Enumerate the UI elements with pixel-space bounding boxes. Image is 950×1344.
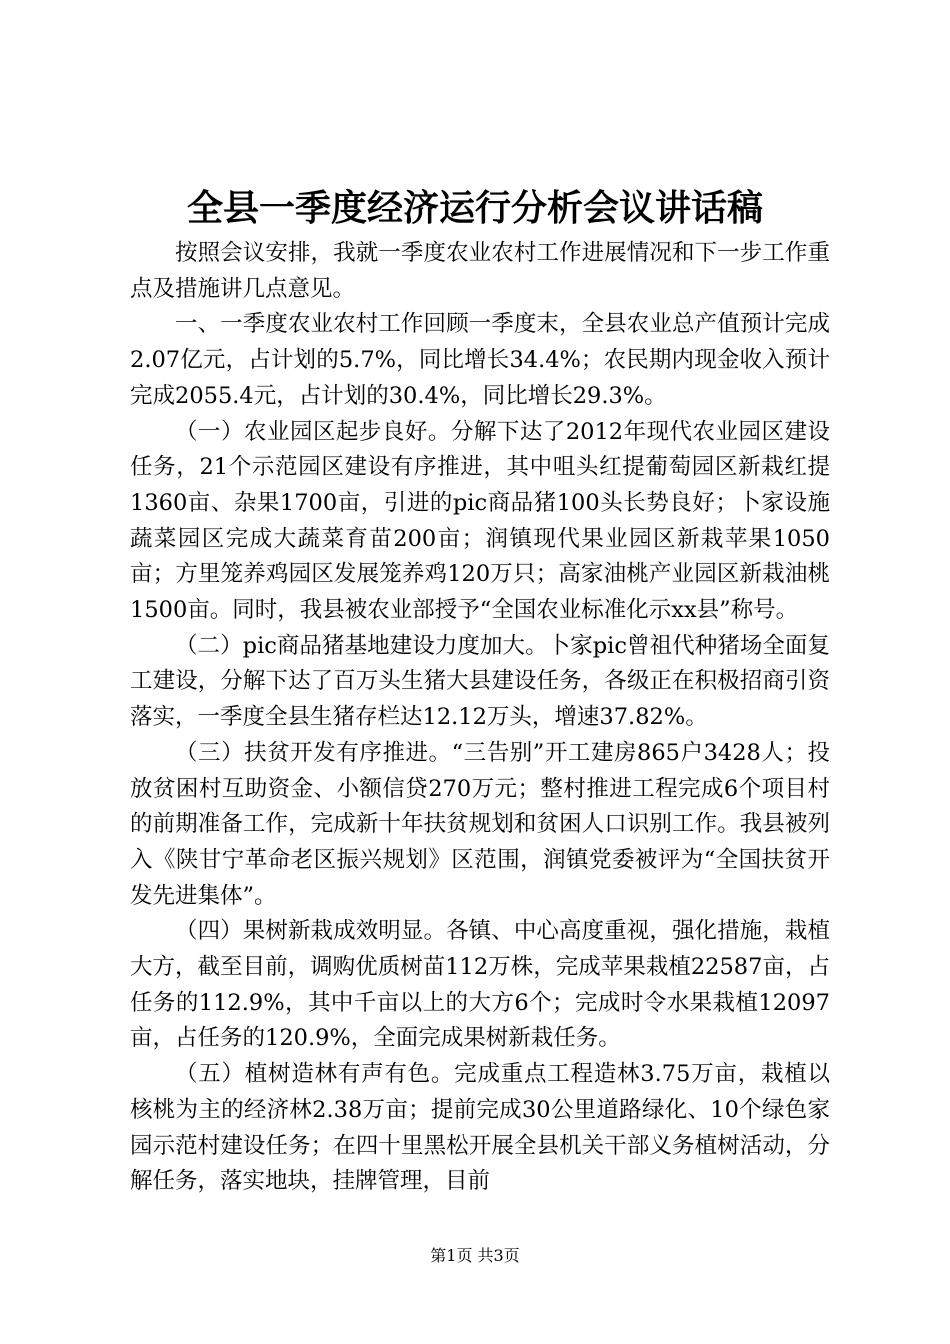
- paragraph-agri-parks: （一）农业园区起步良好。分解下达了2012年现代农业园区建设任务，21个示范园区建设有序推进，其中咀头红提葡萄园区新栽红提1360亩、杂果1700亩，引进的pic商品猪100头长势良好；卜家设施蔬菜园区完成大蔬菜育苗200亩；润镇现代果业园区新栽苹果1050亩；方里笼养鸡园区发展笼养鸡120万只；高家油桃产业园区新栽油桃1500亩。同时，我县被农业部授予“全国农业标准化示xx县”称号。: [130, 418, 830, 624]
- paragraph-pig-base: （二）pic商品猪基地建设力度加大。卜家pic曾祖代种猪场全面复工建设，分解下达了百万头生猪大县建设任务，各级正在积极招商引资落实，一季度全县生猪存栏达12.12万头，增速37.82%。: [130, 632, 830, 731]
- page-title: 全县一季度经济运行分析会议讲话稿: [186, 187, 763, 229]
- page-footer: 第1页 共3页: [430, 1246, 520, 1265]
- paragraph-fruit-trees: （四）果树新栽成效明显。各镇、中心高度重视，强化措施，栽植大方，截至目前，调购优质树苗112万株，完成苹果栽植22587亩，占任务的112.9%，其中千亩以上的大方6个；完成时令水果栽植12097亩，占任务的120.9%，全面完成果树新栽任务。: [130, 918, 830, 1052]
- paragraph-afforestation: （五）植树造林有声有色。完成重点工程造林3.75万亩，栽植以核桃为主的经济林2.38万亩；提前完成30公里道路绿化、10个绿色家园示范村建设任务；在四十里黑松开展全县机关干部义务植树活动，分解任务，落实地块，挂牌管理，目前: [130, 1061, 830, 1195]
- paragraph-poverty: （三）扶贫开发有序推进。“三告别”开工建房865户3428人；投放贫困村互助资金、小额信贷270万元；整村推进工程完成6个项目村的前期准备工作，完成新十年扶贫规划和贫困人口识别工作。我县被列入《陕甘宁革命老区振兴规划》区范围，润镇党委被评为“全国扶贫开发先进集体”。: [130, 739, 830, 909]
- paragraph-intro: 按照会议安排，我就一季度农业农村工作进展情况和下一步工作重点及措施讲几点意见。: [130, 240, 830, 302]
- paragraph-review: 一、一季度农业农村工作回顾一季度末，全县农业总产值预计完成2.07亿元，占计划的5.7%，同比增长34.4%；农民期内现金收入预计完成2055.4元，占计划的30.4%，同比增长29.3%。: [130, 311, 830, 409]
- document-body: [130, 236, 830, 1200]
